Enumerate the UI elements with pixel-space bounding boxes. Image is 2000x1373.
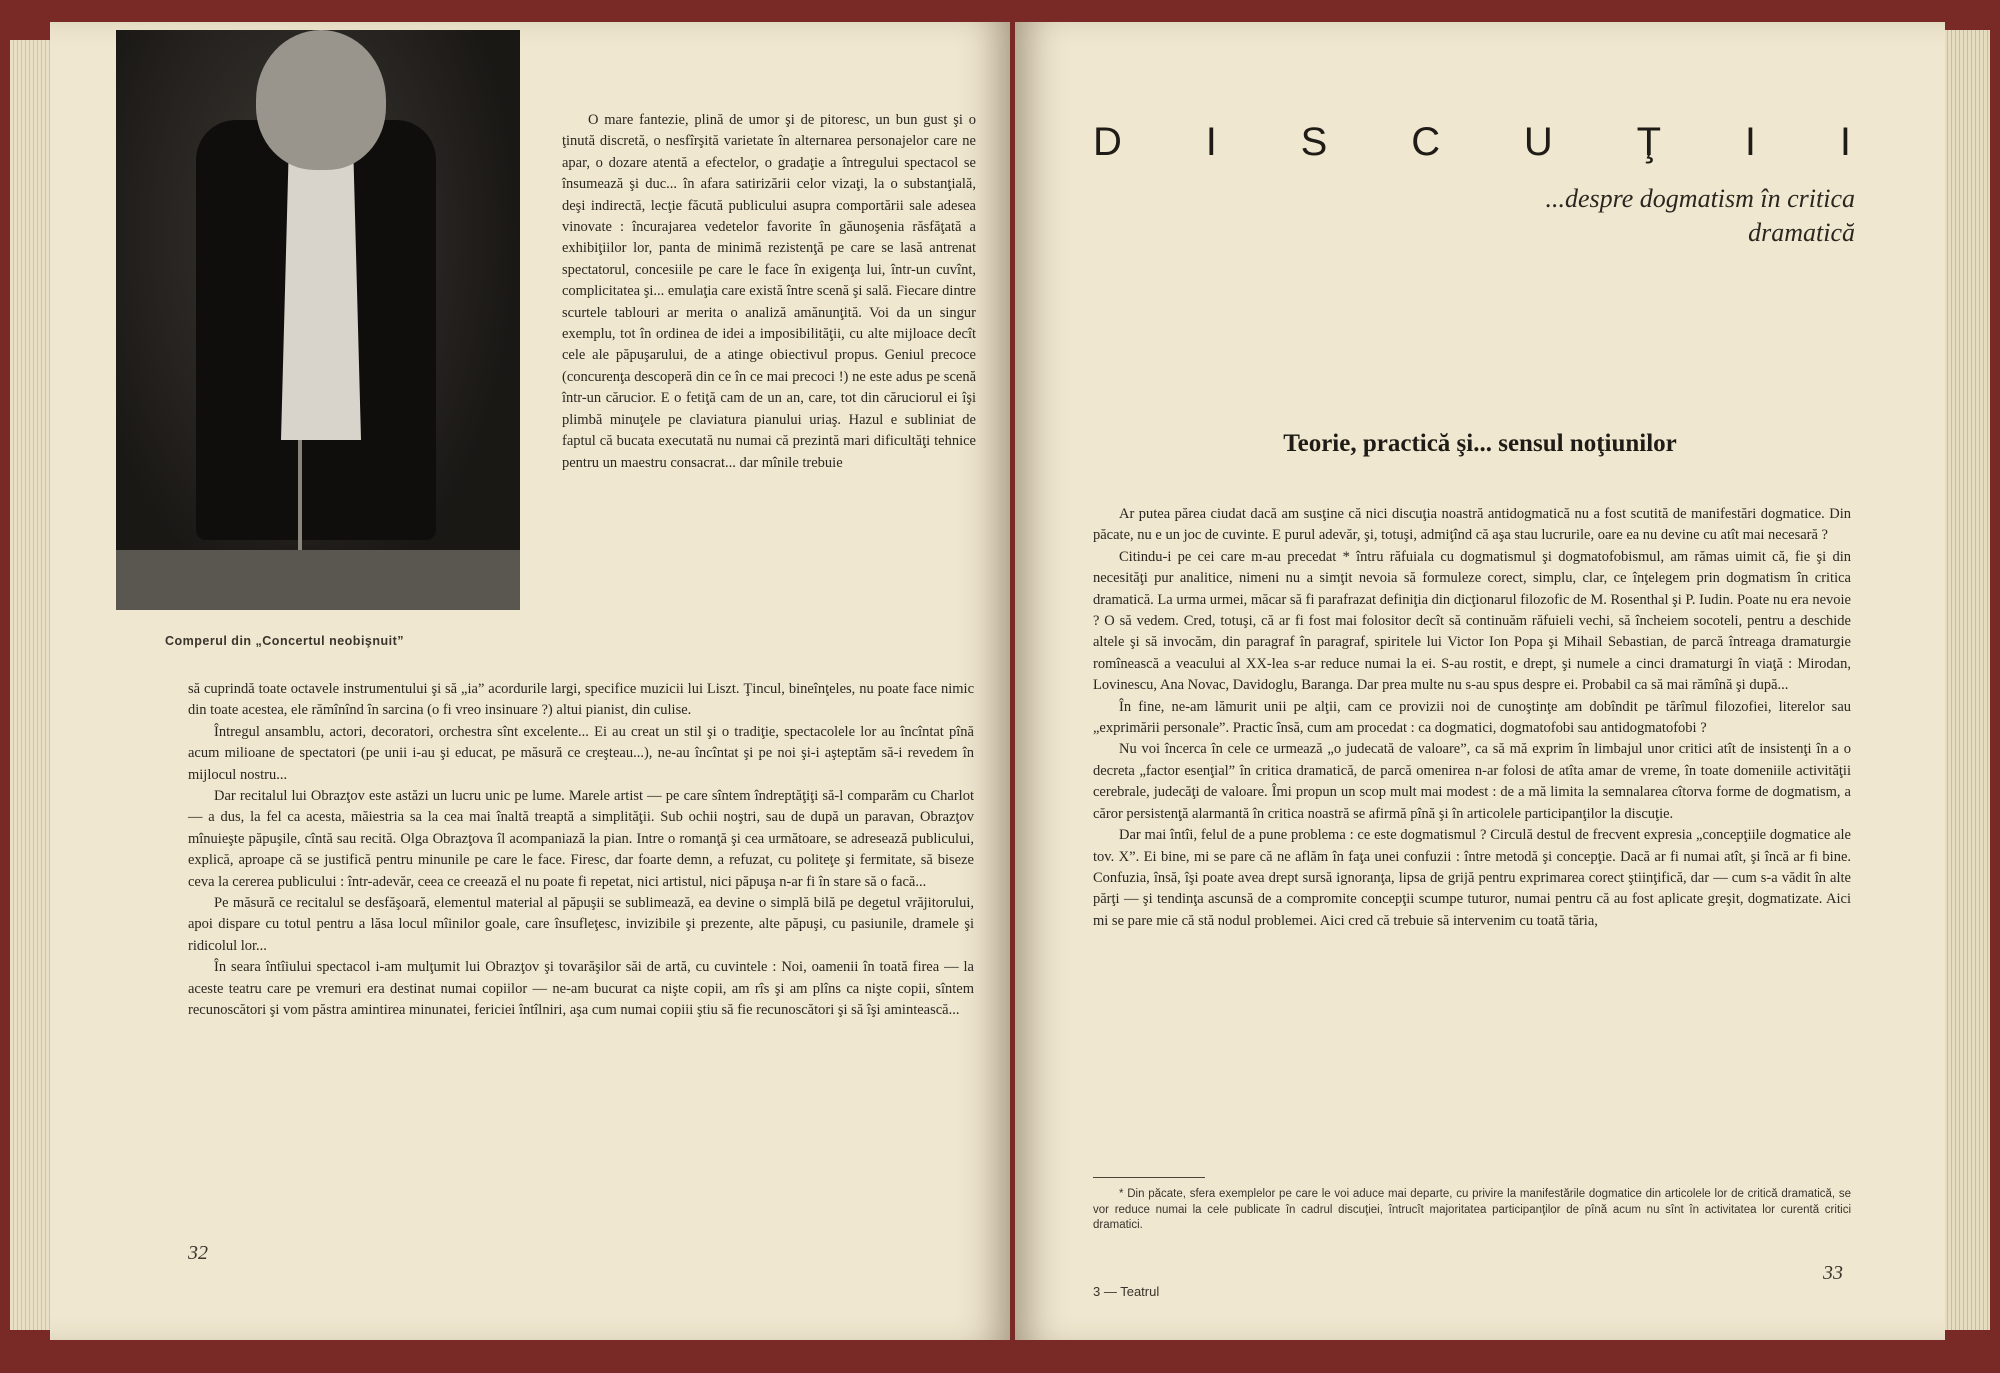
paragraph: Nu voi încerca în cele ce urmează „o judecată de valoare”, ca să mă exprim în limbajul unor critici atît de insistenţi în a o decreta „factor esenţial” în critica dramatică, de parcă omenirea n-ar folosi de atîta amar de vreme, în toate domeniile activităţii cerebrale, judecăţi de valoare. Îmi propun un scop mult mai modest : de a mă limita la semnalarea cîtorva forme de dogmatism, a căror persistenţă alarmantă în critica noastră se afirmă pînă şi în articolele participanţilor la discuţie. [1093,741,1851,822]
heading-letter: U [1523,120,1555,164]
heading-letter: C [1411,120,1443,164]
left-top-column [562,110,976,474]
right-page [1015,22,1945,1340]
footnote-divider [1093,1177,1205,1178]
paragraph: O mare fantezie, plină de umor şi de pitoresc, un bun gust şi o ţinută discretă, o nesfîrşită varietate în alternarea personajelor care ne apar, o dozare atentă a efectelor, o gradaţie a întregului spectacol se însumează şi duc... în afara satirizării celor vizaţi, la o substanţială, deşi indirectă, lecţie făcută publicului asupra comportării sale adesea vinovate : încurajarea vedetelor favorite în găunoşenia răsfăţată a exhibiţiilor lor, panta de minimă rezistenţă pe care se lasă antrenat spectatorul, concesiile pe care le face în exigenţa lui, într-un cuvînt, complicitatea şi... emulaţia care există între scenă şi sală. Fiecare dintre scurtele tablouri ar merita o analiză amănunţită. Voi da un singur exemplu, tot în ordinea de idei a imposibilităţii, cu alte mijloace decît cele ale păpuşarului, de a atinge obiectivul propus. Geniul precoce (concurenţa descoperă din ce în ce mai precoci !) ne este adus pe scenă într-un cărucior. E o fetiţă cam de un an, care, tot din căruciorul ei îşi plimbă minuţele pe claviatura pianului uriaş. Hazul e subliniat de faptul că bucata executată nu numai că prezintă mari dificultăţi tehnice pentru un maestru consacrat... dar mînile trebuie [562,112,976,471]
paragraph: Citindu-i pe cei care m-au precedat * întru răfuiala cu dogmatismul şi dogmatofobismul, am rămas uimit că, fie şi din necesităţi pur analitice, nimeni nu a simţit nevoia să formuleze corect, simplu, clar, ce înţelegem prin dogmatism în critica dramatică. La urma urmei, măcar să fi parafrazat definiţia din dicţionarul filozofic de M. Rosenthal şi P. Iudin. Poate nu era nevoie ? O să vedem. Cred, totuşi, că ar fi fost mai folositor decît să continuăm răfuieli vechi, să încheiem socoteli, pentru a deschide altele şi să invocăm, din paragraf în paragraf, spiritele lui Victor Ion Popa şi Mihail Sebastian, de parcă întreaga dramaturgie romînească a veacului al XX-lea s-ar reduce numai la ei. S-au rostit, e drept, şi numele a cinci dramaturgi în viaţă : Mirodan, Lovinescu, Ana Novac, Davidoglu, Baranga. Dar prea multe nu s-au spus despre ei. Probabil ca să mai rămînă şi după... [1093,548,1851,694]
section-heading [1093,120,1853,165]
paragraph: Dar recitalul lui Obrazţov este astăzi un lucru unic pe lume. Marele artist — pe care sîntem îndreptăţiţi să-l comparăm cu Charlot — a dus, la fel ca acesta, măiestria sa la cea mai înaltă treaptă a simplităţii. Sub ochii noştri, sau de după un paravan, Obrazţov mînuieşte păpuşile, cîntă sau recită. Olga Obrazţova îl acompaniază la pian. Intre o romanţă şi cea următoare, se adresează publicului, explică, aproape că se justifică pentru minunile pe care le face. Firesc, dar foarte demn, a refuzat, cu politeţe şi fermitate, să biseze ceva la cererea publicului : într-adevăr, ceea ce creează el nu poate fi repetat, nici artistul, nici păpuşa n-ar fi în stare să o facă... [188,788,974,890]
page-edges-left [10,40,52,1330]
puppet-photo [116,30,520,610]
heading-letter: D [1093,120,1124,164]
heading-letter: Ţ [1636,120,1664,164]
paragraph: Dar mai întîi, felul de a pune problema : ce este dogmatismul ? Circulă destul de frecvent expresia „concepţiile dogmatice ale tov. X”. Ei bine, mi se pare că ne aflăm în faţa unei confuzii : între metodă şi concepţie. Dacă ar fi numai atît, şi încă ar fi bine. Confuzia, însă, îşi poate avea drept sursă ignoranţa, lipsa de grijă pentru exprimarea corect ştiinţifică, dar — cum s-a vădit în alte părţi — şi tendinţa ascunsă de a compromite concepţii scumpe tuturor, numai pentru că au fost aplicate greşit, dogmatizate. Aici mi se pare mie că stă nodul problemei. Aici cred că trebuie să intervenim cu toată tăria, [1093,827,1851,929]
paragraph: Întregul ansamblu, actori, decoratori, orchestra sînt excelente... Ei au creat un stil şi o tradiţie, spectacolele lor au încîntat pînă acum milioane de spectatori (pe unii i-au şi educat, pe măsură ce creşteau...), ne-au încîntat şi pe noi şi-i aşteptăm să-i revedem în mijlocul nostru... [188,723,974,783]
heading-letter: I [1744,120,1759,164]
footnote [1093,1187,1851,1234]
page-edges-right [1940,30,1990,1330]
photo-caption: Comperul din „Concertul neobişnuit” [165,634,405,648]
paragraph: să cuprindă toate octavele instrumentului şi să „ia” acordurile largi, specifice muzicii lui Liszt. Ţincul, bineînţeles, nu poate face nimic din toate acestea, ele rămînînd în sarcina (o fi vreo insinuare ?) altui pianist, din culise. [188,681,974,719]
subtitle-line: dramatică [1748,218,1855,247]
paragraph: Pe măsură ce recitalul se desfăşoară, elementul material al păpuşii se sublimează, ea devine o simplă bilă pe degetul vrăjitorului, apoi dispare cu totul pentru a lăsa locul mîinilor goale, care însufleţesc, invizibile şi prezente, alte păpuşi, cu pasiunile, dramele şi ridicolul lor... [188,895,974,954]
paragraph: În seara întîiului spectacol i-am mulţumit lui Obrazţov şi tovarăşilor săi de artă, cu cuvintele : Noi, oamenii în toată firea — la aceste teatru care pe vremuri era destinat numai copiilor — ne-am bucurat ca nişte copii, am rîs şi am plîns ca nişte copii, sîntem recunoscători şi vom păstra amintirea minunatei, fericiei întîlniri, aşa cum numai copiii ştiu să fie recunoscători şi să îşi amintească... [188,959,974,1019]
paragraph: Ar putea părea ciudat dacă am susţine că nici discuţia noastră antidogmatică nu a fost scutită de manifestări dogmatice. Din păcate, nu e un joc de cuvinte. E purul adevăr, şi, totuşi, admiţînd că aşa stau lucrurile, oare ea nu devine cu atît mai necesară ? [1093,506,1851,544]
article-subtitle [1295,182,1855,250]
left-bottom-column [188,679,974,1022]
running-footer: 3 — Teatrul [1093,1284,1160,1299]
page-number-left: 32 [188,1242,208,1264]
left-page [50,22,1010,1340]
subtitle-line: ...despre dogmatism în critica [1545,184,1855,213]
heading-letter: I [1839,120,1853,164]
footnote-text: * Din păcate, sfera exemplelor pe care le voi aduce mai departe, cu privire la manifestările dogmatice din articolele lor de critică dramatică, se vor reduce numai la cele publicate în cadrul discuţiei, întrucît majoritatea participanţilor de pînă acum nu sînt în activitatea lor curentă critici dramatici. [1093,1188,1851,1231]
article-title: Teorie, practică şi... sensul noţiunilor [1283,430,1677,457]
page-number-right: 33 [1823,1262,1843,1284]
paragraph: În fine, ne-am lămurit unii pe alţii, cam ce provizii noi de cunoştinţe am dobîndit pe tărîmul filozofiei, literelor sau „exprimării personale”. Practic însă, cum am procedat : ca dogmatici, dogmatofobi sau antidogmatofobi ? [1093,698,1851,737]
heading-letter: S [1300,120,1330,164]
heading-letter: I [1205,120,1219,164]
article-body [1093,504,1851,932]
